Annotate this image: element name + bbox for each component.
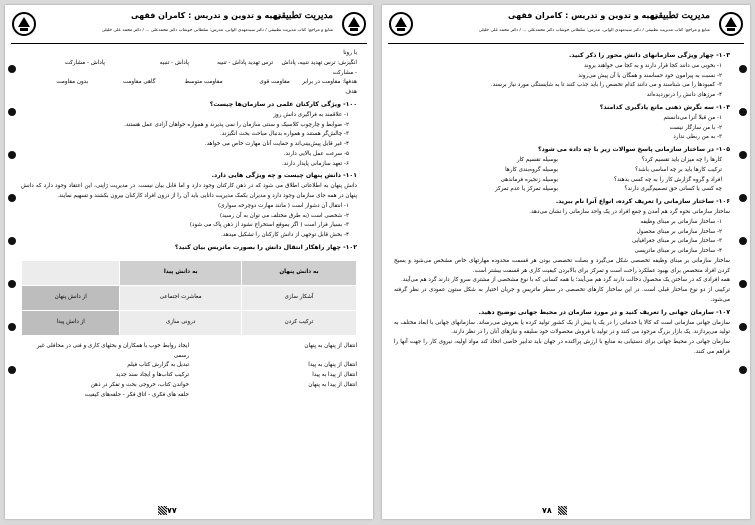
list-item: ۶- تعهد سازمانی پایدار دارند. bbox=[282, 160, 349, 167]
question-100: ۱۰۰- ویژگی کارکنان علمی در سازمان‌ها چیست؟ bbox=[209, 100, 357, 108]
university-logo-icon bbox=[718, 11, 744, 37]
table-cell: آشکار سازی bbox=[241, 285, 356, 310]
binding-hole-icon bbox=[739, 65, 747, 73]
table-row-header: از دانش پنهان bbox=[22, 285, 120, 310]
binding-hole-icon bbox=[8, 366, 16, 374]
binding-hole-icon bbox=[739, 323, 747, 331]
structure-row: چه کسی یا کسانی حق تصمیم‌گیری دارند؟ بوسیله تمرکز یا عدم تمرکز bbox=[494, 186, 722, 193]
list-item: ۱- علاقمند به فراگیری دانش روز bbox=[273, 111, 349, 118]
transfer-row: انتقال از پنهان به پنهان ایجاد روابط خوب با همکاران و بحثهای کاری و فنی در محافلی غیر رسمی bbox=[36, 342, 357, 359]
list-item: ۴- غیر قابل پیش‌بینی‌اند و حمایت آنان مهارت خاص می خواهد. bbox=[204, 141, 349, 148]
binding-hole-icon bbox=[8, 151, 16, 159]
author-line: تهیه و تدوین و تدریس : کامران فقهی bbox=[131, 11, 281, 20]
table-row-header: از دانش پیدا bbox=[22, 310, 120, 335]
question-103: ۱۰۳- چهار ویژگی سازمانهای دانش محور را ذکر کنید. bbox=[569, 52, 730, 59]
binding-hole-icon bbox=[8, 65, 16, 73]
motivation-row-continued: - مشارکت bbox=[332, 69, 357, 76]
list-item: ۳- بسیار فرار است ( اگر بموقع استخراج نشود از ذهن پاک می شود) bbox=[189, 222, 349, 229]
binding-hole-icon bbox=[739, 280, 747, 288]
transfer-row: انتقال از پیدا به پنهان خواندن کتاب، خروجی بحث و تفکر در ذهن bbox=[90, 381, 357, 388]
page-78 bbox=[382, 5, 750, 519]
intro-text: با رونا bbox=[343, 50, 357, 56]
paragraph: همه افرادی که در ساختن یک محصول دخالت دارند گرد هم می‌آیند؛ یا همه کسانی که با نوع مشخصی از مشتری سرو کار دارند گرد هم می‌آیند. bbox=[400, 277, 730, 284]
transfer-row: انتقال از پیدا به پیدا ترکیب کتاب‌ها و ایجاد سند جدید bbox=[115, 372, 357, 379]
question-105: ۱۰۵- در ساختار سازمانی پاسخ سوالات زیر با چه داده می شود؟ bbox=[538, 146, 730, 154]
sources-line: منابع و مراجع: کتاب مدیریت تطبیقی / دکتر سیدمهدی الوانی، مدرس: سلطانی خوشاب دکتر محمدعلی ... / دکتر محمد علی خلیلی bbox=[478, 28, 710, 33]
page-body bbox=[394, 49, 730, 493]
binding-holes bbox=[7, 65, 17, 459]
binding-hole-icon bbox=[739, 194, 747, 202]
windows-icon bbox=[158, 506, 167, 515]
course-title: مدیریت تطبیقی bbox=[651, 11, 710, 21]
binding-hole-icon bbox=[8, 280, 16, 288]
question-106: ۱۰۶- ساختار سازمانی را تعریف کرده، انواع آنرا نام ببرید. bbox=[555, 198, 730, 206]
page-number: ۷۷ bbox=[155, 506, 177, 515]
paragraph: سازمان جهانی سازمانی است که کالا یا خدماتی را در یک یا بیش از یک کشور تولید کرده یا بفروش می‌رساند. سازمانهای جهانی با ابعاد مختلف به تولید می‌پردازند. یک بازار بزرگ مرجود می کنند و در تولید یا فروش محصولات خود سلیقه و نیازهای آنان را در نظر دارند. bbox=[394, 319, 730, 336]
university-logo-icon bbox=[388, 11, 414, 37]
university-logo-icon bbox=[11, 11, 37, 37]
list-item: ۴- بخش قابل توجهی از دانش کارکنان را تشکیل میدهد. bbox=[221, 232, 349, 239]
list-item: ۱- بخوبی می دانند کجا قرار دارند و به کجا می خواهند بروند bbox=[584, 62, 722, 69]
knowledge-matrix-table bbox=[21, 260, 357, 336]
list-item: ۱- من قبلا آنرا می‌دانستم bbox=[663, 114, 722, 121]
binding-holes bbox=[738, 65, 748, 459]
paragraph: ساختار سازمانی نحوه گرد هم آمدن و جمع افراد در یک واحد سازمانی را نشان می‌دهد. bbox=[529, 208, 730, 215]
list-item: ۲- ساختار سازمانی بر مبنای محصول bbox=[636, 228, 722, 235]
binding-hole-icon bbox=[739, 108, 747, 116]
university-logo-icon bbox=[341, 11, 367, 37]
sources-line: منابع و مراجع: کتاب مدیریت تطبیقی / دکتر سیدمهدی الوانی، مدرس: سلطانی خوشاب دکتر محمدعلی ... / دکتر محمد علی خلیلی bbox=[101, 28, 333, 33]
page-header bbox=[388, 9, 744, 44]
table-cell: معاشرت اجتماعی bbox=[120, 285, 242, 310]
transfer-row: حلقه های فکری - اتاق فکر - حلقه‌های کیفیت bbox=[84, 391, 189, 398]
table-header: به دانش پنهان bbox=[241, 260, 356, 285]
paragraph: ترکیبی از دو نوع ساختار قبلی است. در این ساختار کارهای تخصصی در سطر ماتریس و جریان اختیار به شکل ستون عمودی در نظر گرفته می‌شود. bbox=[394, 287, 730, 303]
list-item: ۱- انتقال آن دشوار است ( مانند مهارت دوچرخه سواری) bbox=[217, 202, 349, 209]
list-item: ۲- با من سازگار نیست bbox=[669, 124, 722, 131]
list-item: ۲- نسبت به پیرامون خود حساسند و همگان با آن پیش می‌روند bbox=[578, 72, 722, 79]
question-107: ۱۰۷- سازمان جهانی را تعریف کنید و در مورد سازمان در محیط جهانی توضیح دهید. bbox=[478, 308, 730, 316]
list-item: ۲- شخصی است (به طرق مختلف می توان به آن رسید) bbox=[219, 212, 349, 219]
table-cell: درونی سازی bbox=[120, 310, 242, 335]
structure-row: کارها را چه میزان باید تقسیم کرد؟ بوسیله تقسیم کار bbox=[516, 157, 722, 163]
motivation-row: انگیزش: ترس تهدید تنبیه، پاداش ترس تهدید پاداش - تنبیه پاداش - تنبیه پاداش - مشارکت bbox=[64, 59, 357, 66]
list-item: ۴- مرزهای دانش را درنوردیده‌اند bbox=[646, 92, 722, 99]
list-item: ۳- ساختار سازمانی بر مبنای جغرافیایی bbox=[631, 238, 722, 245]
windows-icon bbox=[558, 506, 567, 515]
structure-row: ترکیب کارها باید بر چه اساسی باشد؟ بوسیله گروه‌بندی کارها bbox=[505, 166, 722, 173]
list-item: ۴- ساختار سازمانی بر مبنای ماتریسی bbox=[634, 248, 722, 255]
table-cell: ترکیب کردن bbox=[241, 310, 356, 335]
list-item: ۳- چالش‌گر هستند و همواره بدنبال مباحث بحث انگیزند. bbox=[220, 131, 349, 138]
goals-row: هدفها: مقاومت در برابر هدف مقاومت قوی مقاومت متوسط گاهی مقاومت بدون مقاومت bbox=[56, 79, 357, 96]
binding-hole-icon bbox=[8, 108, 16, 116]
binding-hole-icon bbox=[8, 323, 16, 331]
list-item: ۳- کمبودها را می شناسند و می دانند کدام تخصص را باید جذب کنند تا به شایستگی مورد نیاز برسند. bbox=[490, 82, 722, 89]
structure-row: افراد و گروه گزارش کار را به چه کسی بدهند؟ بوسیله زنجیره فرماندهی bbox=[500, 176, 722, 183]
table-header: به دانش پیدا bbox=[120, 260, 242, 285]
binding-hole-icon bbox=[8, 194, 16, 202]
list-item: ۱- ساختار سازمانی بر مبنای وظیفه bbox=[640, 218, 722, 225]
page-77 bbox=[5, 5, 373, 519]
question-104: ۱۰۴- سه نگرش ذهنی مانع یادگیری کدامند؟ bbox=[599, 103, 730, 111]
list-item: ۵- سرعت عمل بالایی دارند. bbox=[283, 150, 349, 157]
course-title: مدیریت تطبیقی bbox=[274, 11, 333, 21]
list-item: ۳- به من ربطی ندارد bbox=[673, 134, 722, 141]
binding-hole-icon bbox=[739, 151, 747, 159]
binding-hole-icon bbox=[739, 366, 747, 374]
binding-hole-icon bbox=[8, 237, 16, 245]
question-102: ۱۰۲- چهار راهکار انتقال دانش را بصورت ماتریس بیان کنید؟ bbox=[174, 243, 357, 251]
list-item: ۲- ضوابط و چارچوب کلاسیک و سنتی سازمان را نمی پذیرند و همواره خواهان آزادی عمل هستند. bbox=[124, 121, 349, 128]
paragraph: سازمان جهانی در محیط جهانی برای دستیابی به منابع با ارزش پراکنده در جهان باید تدابیر خاصی اتخاذ کند مواد اولیه، نیروی کار را جهت آنها را فراهم می کنند. bbox=[394, 339, 730, 355]
page-number: ۷۸ bbox=[542, 506, 567, 515]
page-body bbox=[21, 49, 357, 493]
author-line: تهیه و تدوین و تدریس : کامران فقهی bbox=[508, 11, 658, 20]
binding-hole-icon bbox=[739, 237, 747, 245]
paragraph: دانش پنهان به اطلاعاتی اطلاق می شود که در ذهن کارکنان وجود دارد و اما قابل بیان نیست. در مدیریت ژاپنی، این اعتقاد وجود دارد که دانش پنهان در همه جای سازمان وجود دارد و مدیران بکمک مدیریت دانایی باید آن را از درون افراد کارکنان بیرون بکشند و تسهیم نمایند. bbox=[21, 183, 357, 200]
paragraph: ساختار سازمانی بر مبنای وظیفه تخصصی شکل می‌گیرد و بصلت تخصصی بودن هر قسمت محدوده مهارتهای خاص مشخص می‌شود و بسیج کردن افراد متخصص برای بهبود عملکرد راحت است و تمرکز برای بالابردن کیفیت کاری هر قسمت بیشتر است. bbox=[394, 257, 730, 274]
question-101: ۱۰۱- دانش پنهان چیست و چه ویژگی هایی دارد. bbox=[211, 172, 357, 180]
page-header bbox=[11, 9, 367, 44]
transfer-row: انتقال از پنهان به پیدا تبدیل به گزارش کتاب فیلم bbox=[127, 362, 357, 369]
